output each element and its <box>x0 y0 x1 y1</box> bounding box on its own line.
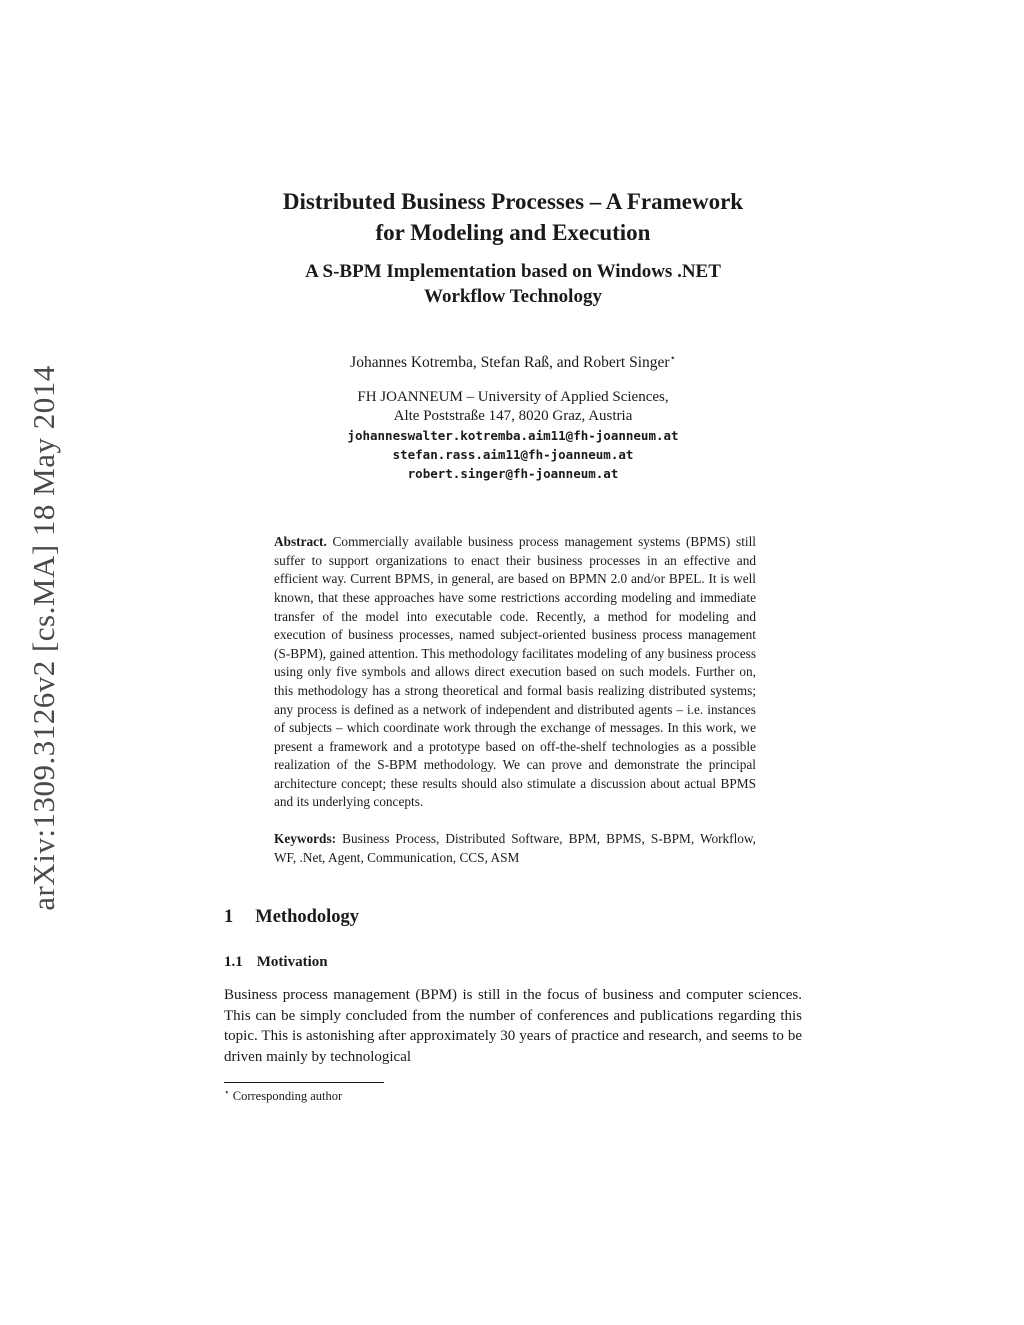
abstract-label: Abstract. <box>274 534 327 550</box>
paper-subtitle <box>224 259 802 309</box>
affiliation-block <box>224 388 802 483</box>
paper-title <box>224 186 802 248</box>
paper-subtitle-line1: A S-BPM Implementation based on Windows .NET <box>305 261 721 282</box>
keywords-label: Keywords: <box>274 831 337 847</box>
body-paragraph: Business process management (BPM) is still in the focus of business and computer sciences. This can be simply concluded from the number of conferences and publications regarding this topic. This is astonishing after approximately 30 years of practice and research, and seems to be driven mainly by technological <box>224 987 802 1065</box>
footnote <box>224 1087 802 1104</box>
paper-title-line1: Distributed Business Processes – A Framework <box>282 189 744 214</box>
corresponding-author-marker: ⋆ <box>669 353 676 364</box>
author-line <box>224 353 802 372</box>
section-number: 1 <box>224 907 234 928</box>
keywords-text: Business Process, Distributed Software, BPM, BPMS, S-BPM, Workflow, WF, .Net, Agent, Communication, CCS, ASM <box>274 831 756 865</box>
affiliation-line1: FH JOANNEUM – University of Applied Sciences, <box>357 389 669 406</box>
arxiv-watermark: arXiv:1309.3126v2 [cs.MA] 18 May 2014 <box>26 365 61 911</box>
footnote-rule <box>224 1082 384 1083</box>
subsection-number: 1.1 <box>224 954 243 971</box>
subsection-heading-motivation <box>224 954 802 971</box>
affiliation-line2: Alte Poststraße 147, 8020 Graz, Austria <box>393 408 633 425</box>
paper-content-column <box>224 0 802 1104</box>
author-email-2: stefan.rass.aim11@fh-joanneum.at <box>392 447 634 463</box>
footnote-text: Corresponding author <box>232 1089 343 1104</box>
abstract-text: Commercially available business process management systems (BPMS) still suffer to support organizations to enact their business processes in an effective and efficient way. Current BPMS, in general, are based on BPMN 2.0 and/or BPEL. It is well known, that these approaches have some restrictions according modeling and immediate transfer of the model into executable code. Recently, a method for modeling and execution of business processes, named subject-oriented business process management (S-BPM), gained attention. This methodology facilitates modeling of any business process using only five symbols and allows direct execution based on such models. Further on, this methodology has a strong theoretical and formal basis realizing distributed systems; any process is defined as a network of independent and distributed agents – i.e. instances of subjects – which coordinate work through the exchange of messages. In this work, we present a framework and a prototype based on off-the-shelf technologies as a possible realization of the S-BPM methodology. We can prove and demonstrate the principal architecture concept; these results should also stimulate a discussion about actual BPMS and its underlying concepts. <box>274 534 756 810</box>
section-title: Methodology <box>255 907 360 928</box>
section-heading-methodology <box>224 907 802 928</box>
paper-title-line2: for Modeling and Execution <box>375 220 651 245</box>
author-names: Johannes Kotremba, Stefan Raß, and Robert Singer <box>350 354 670 372</box>
subsection-title: Motivation <box>256 954 328 971</box>
footnote-star: ⋆ <box>224 1087 230 1098</box>
author-email-3: robert.singer@fh-joanneum.at <box>407 466 619 482</box>
author-email-1: johanneswalter.kotremba.aim11@fh-joanneum.at <box>347 428 679 444</box>
keywords-paragraph <box>274 830 756 867</box>
abstract-paragraph <box>274 533 756 812</box>
paper-subtitle-line2: Workflow Technology <box>424 286 602 307</box>
